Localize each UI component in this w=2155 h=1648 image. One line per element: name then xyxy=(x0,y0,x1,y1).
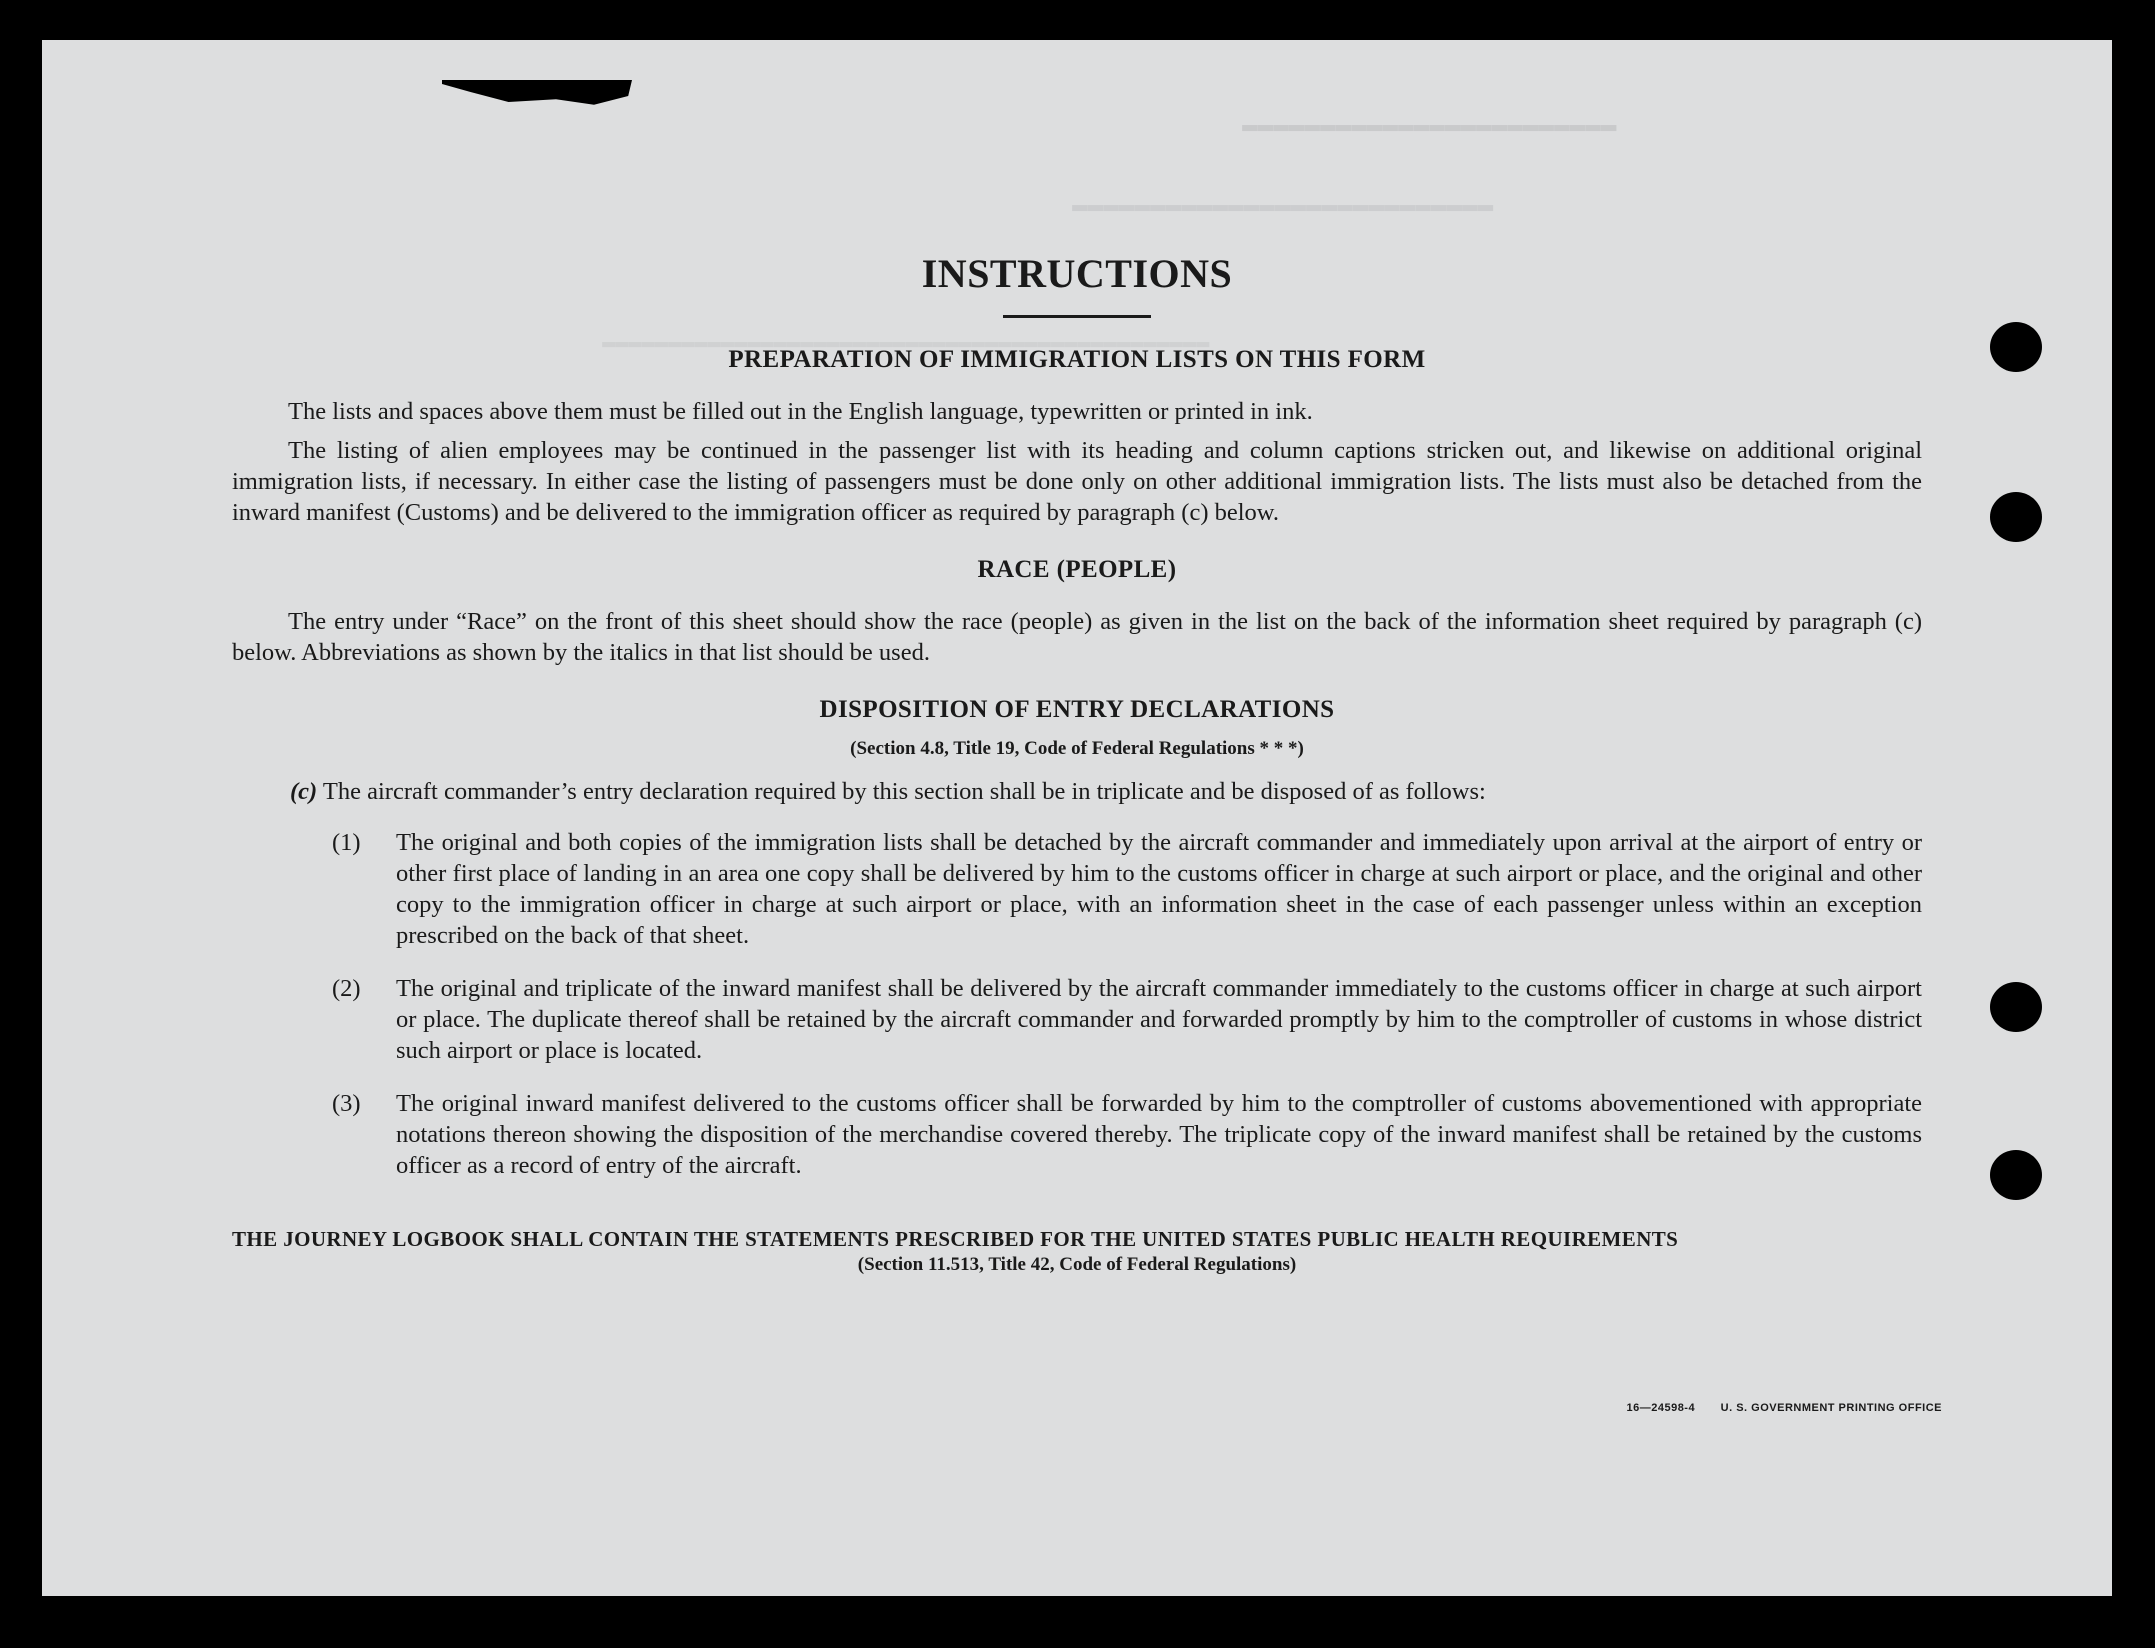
paragraph-race: The entry under “Race” on the front of this sheet should show the race (people) as given in the list on the back of the information sheet required by paragraph (c) below. Abbreviations as shown by the italics in that list should be used. xyxy=(232,608,1922,666)
punch-hole xyxy=(1990,982,2042,1032)
list-item xyxy=(332,1088,1922,1181)
document-page xyxy=(42,40,2112,1596)
form-number: 16—24598-4 xyxy=(1626,1402,1696,1414)
torn-edge xyxy=(442,80,632,120)
show-through-text: ▬▬▬▬▬▬▬▬▬▬▬▬▬▬▬▬▬▬▬▬▬▬▬▬▬▬▬ xyxy=(1072,190,1494,220)
disposition-citation: (Section 4.8, Title 19, Code of Federal Regulations * * *) xyxy=(850,738,1304,759)
title-underline xyxy=(1003,315,1151,318)
list-item-text: The original and triplicate of the inward manifest shall be delivered by the aircraft commander immediately to the customs officer in charge at such airport or place. The duplicate thereof shall be retained by the aircraft commander and forwarded promptly by him to the comptroller of customs in whose district such airport or place is located. xyxy=(396,975,1922,1064)
punch-hole xyxy=(1990,322,2042,372)
page-title: INSTRUCTIONS xyxy=(921,251,1233,296)
list-item-text: The original inward manifest delivered to the customs officer shall be forwarded by him to the comptroller of customs abovementioned with appropriate notations thereon showing the disposition of the merchandise covered thereby. The triplicate copy of the inward manifest shall be retained by the customs officer as a record of entry of the aircraft. xyxy=(396,1090,1922,1179)
list-item-text: The original and both copies of the immigration lists shall be detached by the aircraft commander and immediately upon arrival at the airport of entry or other first place of landing in an area one copy shall be delivered by him to the customs officer in charge at such airport or place, and the original and other copy to the immigration officer in charge at such airport or place, with an information sheet in the case of each passenger unless within an exception prescribed on the back of that sheet. xyxy=(396,829,1922,949)
logbook-heading: THE JOURNEY LOGBOOK SHALL CONTAIN THE STATEMENTS PRESCRIBED FOR THE UNITED STATES PUBLIC HEALTH REQUIREMENTS xyxy=(232,1227,1679,1251)
instructions-content xyxy=(232,250,1922,1276)
list-item xyxy=(332,973,1922,1066)
logbook-citation: (Section 11.513, Title 42, Code of Federal Regulations) xyxy=(857,1254,1297,1275)
show-through-text: ▬▬▬▬▬▬▬▬▬▬▬▬▬▬▬▬▬▬▬▬▬▬▬▬ xyxy=(1242,110,1617,140)
printer-imprint xyxy=(1626,1402,1942,1414)
list-item-number: (1) xyxy=(332,829,361,856)
paragraph-c xyxy=(290,776,1922,807)
punch-hole xyxy=(1990,1150,2042,1200)
paragraph-language: The lists and spaces above them must be filled out in the English language, typewritten or printed in ink. xyxy=(288,398,1313,425)
list-item-number: (2) xyxy=(332,975,361,1002)
printer-name: U. S. GOVERNMENT PRINTING OFFICE xyxy=(1720,1402,1942,1414)
list-item-number: (3) xyxy=(332,1090,361,1117)
section-heading-race: RACE (PEOPLE) xyxy=(977,556,1177,583)
paragraph-c-letter: (c) xyxy=(290,778,318,805)
show-through-text: ▬▬▬▬▬▬▬▬▬▬▬▬▬▬▬▬▬▬▬▬▬▬▬▬▬▬▬▬▬▬▬▬▬▬▬▬▬▬▬▬▬▬▬▬▬▬ xyxy=(602,330,1210,355)
punch-hole xyxy=(1990,492,2042,542)
section-heading-preparation: PREPARATION OF IMMIGRATION LISTS ON THIS FORM xyxy=(728,346,1426,373)
paragraph-alien-employees: The listing of alien employees may be continued in the passenger list with its heading and column captions stricken out, and likewise on additional original immigration lists, if necessary. In either case the listing of passengers must be done only on other additional immigration lists. The lists must also be detached from the inward manifest (Customs) and be delivered to the immigration officer as required by paragraph (c) below. xyxy=(232,437,1922,526)
list-item xyxy=(332,827,1922,951)
section-heading-disposition: DISPOSITION OF ENTRY DECLARATIONS xyxy=(819,696,1335,723)
paragraph-c-text: The aircraft commander’s entry declaration required by this section shall be in triplicate and be disposed of as follows: xyxy=(322,778,1486,805)
